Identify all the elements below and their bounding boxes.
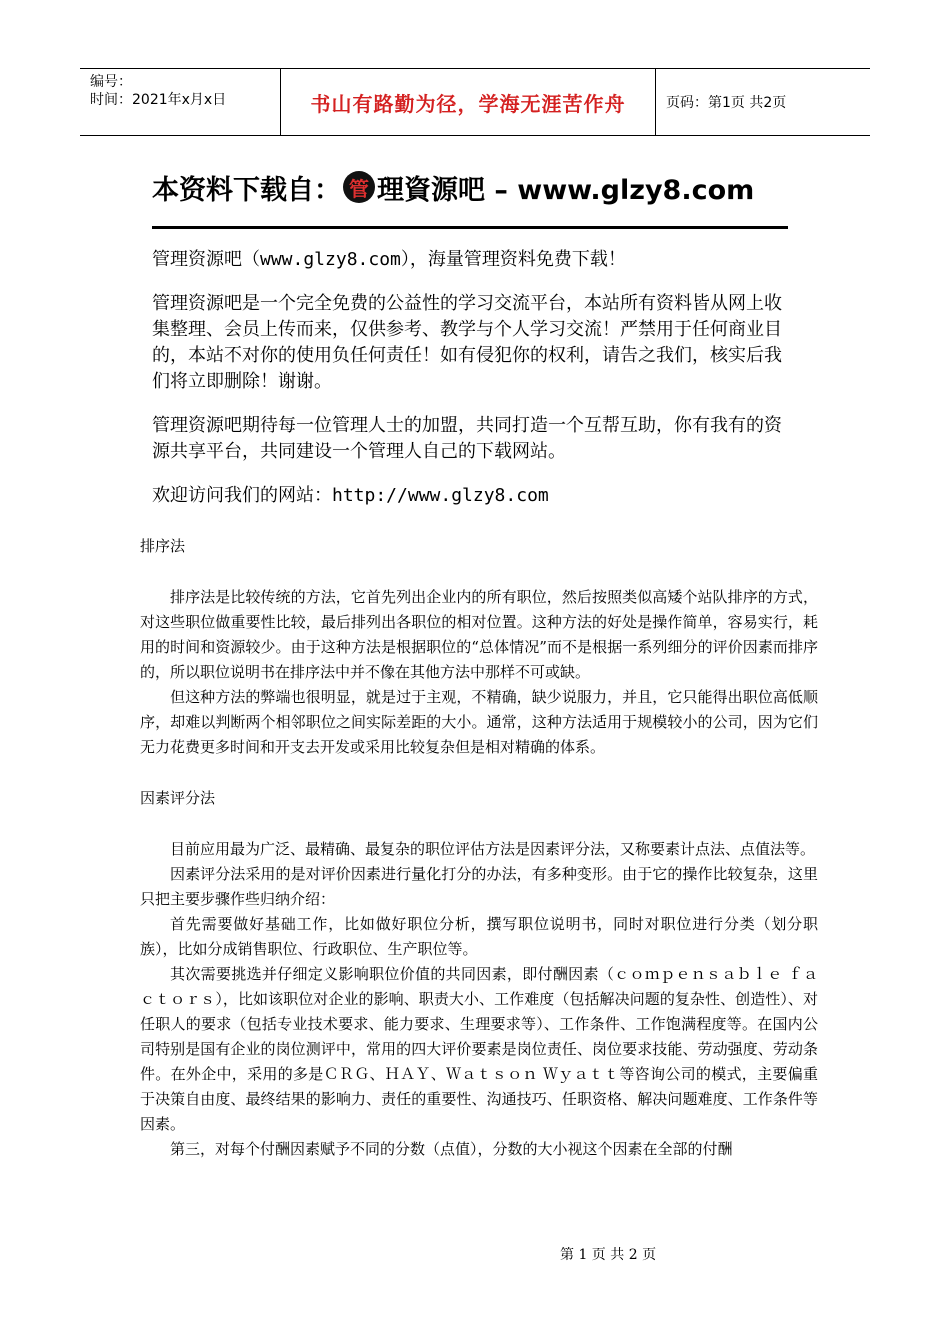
body-paragraph: 其次需要挑选并仔细定义影响职位价值的共同因素，即付酬因素（ｃｏｍｐｅｎｓａｂｌｅ ｆａｃｔｏｒｓ），比如该职位对企业的影响、职责大小、工作难度（包括解决问题的复杂性、创造性）、对任职人的要求（包括专业技术要求、能力要求、生理要求等）、工作条件、工作饱满程度等。在国内公司特别是国有企业的岗位测评中，常用的四大评价要素是岗位责任、岗位要求技能、劳动强度、劳动条件。在外企中，采用的多是ＣＲＧ、ＨＡＹ、Ｗａｔｓｏｎ Ｗｙａｔｔ等咨询公司的模式，主要偏重于决策自由度、最终结果的影响力、责任的重要性、沟通技巧、任职资格、解决问题难度、工作条件等因素。: [140, 965, 818, 1133]
header-meta: [80, 69, 280, 135]
banner-title-prefix: 本资料下载自：: [152, 174, 341, 206]
banner-paragraph: 管理资源吧是一个完全免费的公益性的学习交流平台，本站所有资料皆从网上收集整理、会员上传而来，仅供参考、教学与个人学习交流！严禁用于任何商业目的，本站不对你的使用负任何责任！如有侵犯你的权利，请告之我们，核实后我们将立即删除！谢谢。: [152, 293, 782, 392]
logo-char: 管: [349, 176, 369, 201]
body-paragraph: 首先需要做好基础工作，比如做好职位分析，撰写职位说明书，同时对职位进行分类（划分职族），比如分成销售职位、行政职位、生产职位等。: [140, 915, 818, 958]
article-body: [140, 534, 818, 1162]
code-label: 编号：: [90, 74, 132, 90]
banner-paragraph: 欢迎访问我们的网站：http://www.glzy8.com: [152, 485, 549, 506]
site-logo-icon: [343, 171, 375, 203]
page-header: [80, 68, 870, 136]
page-label: 页码：第1页 共2页: [666, 95, 787, 111]
banner-title-suffix: 理資源吧 – www.glzy8.com: [377, 174, 755, 206]
body-paragraph: 第三，对每个付酬因素赋予不同的分数（点值），分数的大小视这个因素在全部的付酬: [170, 1140, 733, 1158]
banner-paragraph: 管理资源吧期待每一位管理人士的加盟，共同打造一个互帮互助，你有我有的资源共享平台，共同建设一个管理人自己的下载网站。: [152, 415, 782, 462]
banner-body: [152, 247, 792, 509]
time-label: 时间：2021年x月x日: [90, 92, 227, 108]
body-paragraph: 但这种方法的弊端也很明显，就是过于主观，不精确，缺少说服力，并且，它只能得出职位高低顺序，却难以判断两个相邻职位之间实际差距的大小。通常，这种方法适用于规模较小的公司，因为它们无力花费更多时间和开支去开发或采用比较复杂但是相对精确的体系。: [140, 688, 818, 756]
source-banner: [152, 162, 792, 527]
body-paragraph: 目前应用最为广泛、最精确、最复杂的职位评估方法是因素评分法，又称要素计点法、点值法等。: [170, 840, 816, 858]
section-title-factor: 因素评分法: [140, 789, 216, 807]
page-footer: 第 1 页 共 2 页: [560, 1247, 657, 1263]
motto-text: 书山有路勤为径，学海无涯苦作舟: [310, 91, 626, 116]
banner-paragraph: 管理资源吧（www.glzy8.com），海量管理资料免费下载！: [152, 249, 626, 270]
header-motto: [280, 69, 656, 135]
banner-divider: [152, 226, 788, 229]
section-title-ranking: 排序法: [140, 537, 186, 555]
body-paragraph: 因素评分法采用的是对评价因素进行量化打分的办法，有多种变形。由于它的操作比较复杂，这里只把主要步骤作些归纳介绍：: [140, 865, 818, 908]
body-paragraph: 排序法是比较传统的方法，它首先列出企业内的所有职位，然后按照类似高矮个站队排序的方式，对这些职位做重要性比较，最后排列出各职位的相对位置。这种方法的好处是操作简单，容易实行，耗用的时间和资源较少。由于这种方法是根据职位的“总体情况”而不是根据一系列细分的评价因素而排序的，所以职位说明书在排序法中并不像在其他方法中那样不可或缺。: [140, 588, 818, 681]
header-page: [656, 69, 870, 135]
banner-title: [152, 162, 792, 212]
